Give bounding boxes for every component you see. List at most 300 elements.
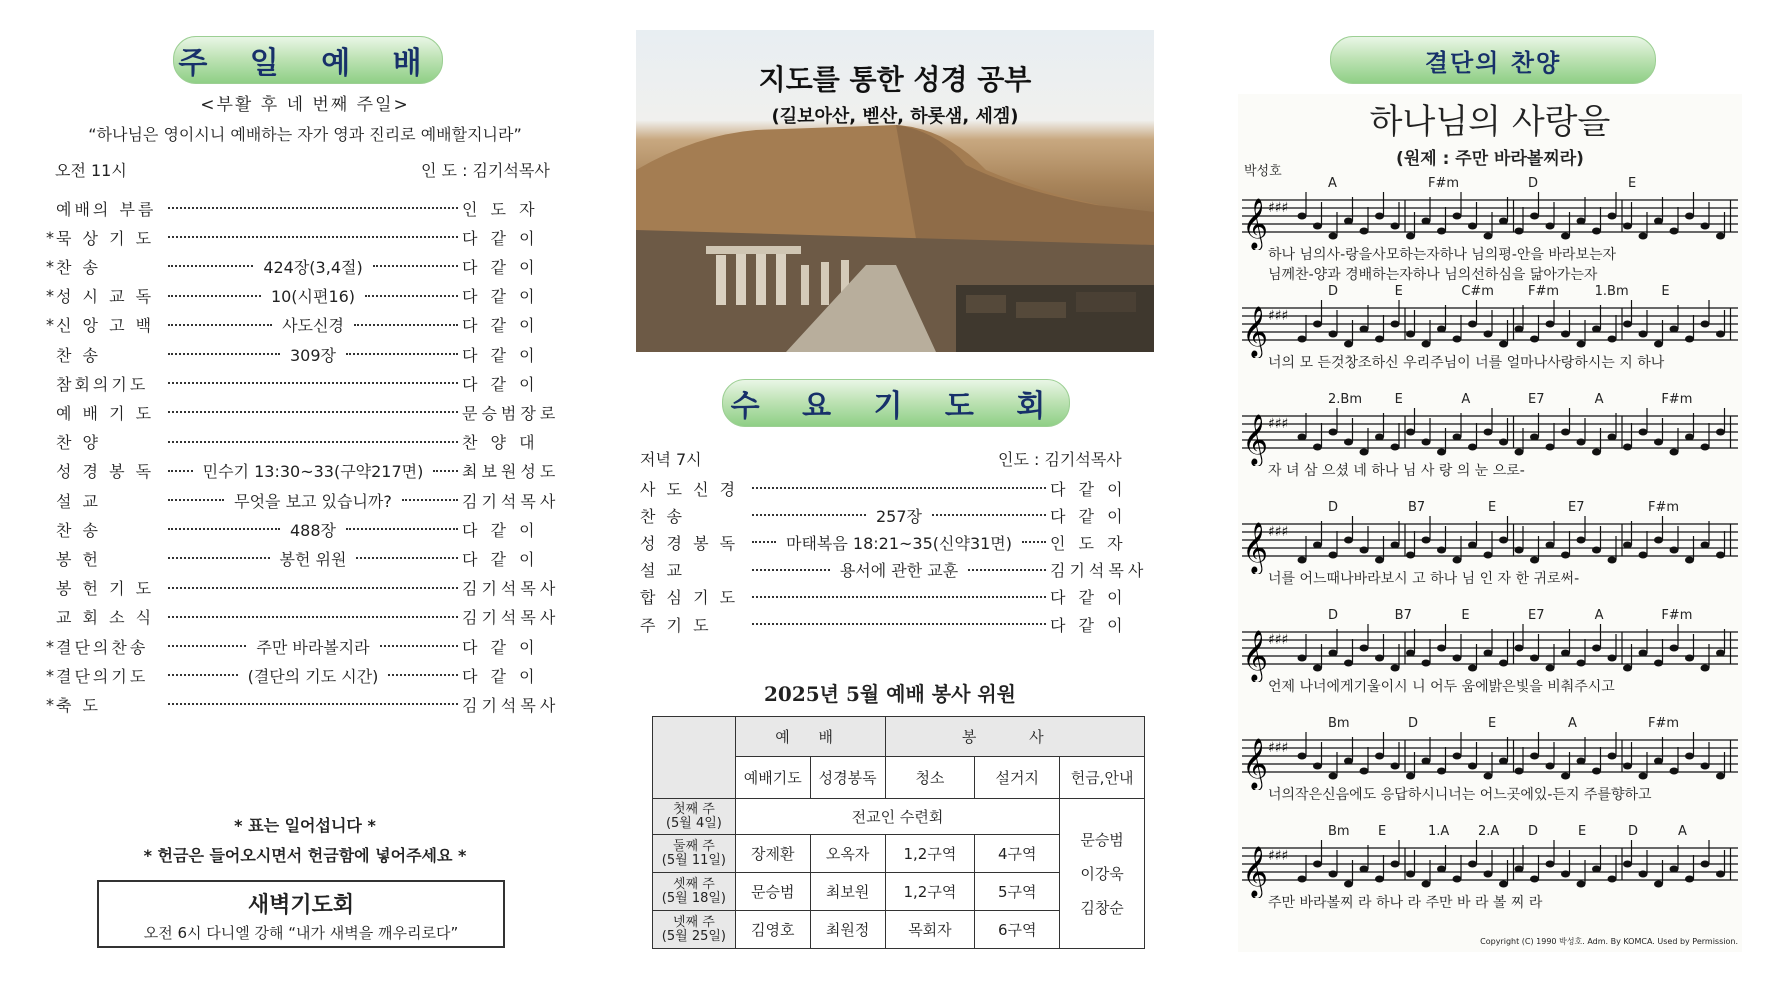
order-dots <box>168 441 458 443</box>
staff <box>1238 514 1742 574</box>
note <box>1546 444 1555 451</box>
chord-symbol: E <box>1394 284 1403 299</box>
chord-symbol: E <box>1461 608 1470 623</box>
order-detail: 488장 <box>290 520 336 540</box>
note <box>1608 213 1617 220</box>
note <box>1344 881 1353 888</box>
note <box>1515 228 1524 235</box>
note <box>1716 331 1725 338</box>
chord-symbol: D <box>1328 284 1339 299</box>
note <box>1670 449 1679 456</box>
note <box>1577 537 1586 544</box>
note <box>1313 861 1322 868</box>
chord-symbol: E <box>1488 500 1497 515</box>
note <box>1716 429 1725 436</box>
note <box>1468 665 1477 672</box>
lyric-line: 주만 바라볼찌 라 하나 라 주만 바 라 볼 찌 라 <box>1268 895 1543 911</box>
order-detail: 봉헌 위원 <box>279 549 347 569</box>
order-row <box>640 583 1154 611</box>
order-row <box>46 252 566 280</box>
treble-clef-icon: 𝄞 <box>1242 198 1269 249</box>
note <box>1406 429 1415 436</box>
order-star: * <box>46 227 54 247</box>
note <box>1360 645 1369 652</box>
order-dots <box>1022 541 1046 543</box>
note <box>1391 321 1400 328</box>
staff <box>1238 838 1742 898</box>
song-title: 하나님의 사랑을 <box>1369 102 1611 142</box>
order-dots <box>168 470 193 472</box>
order-star: * <box>46 315 54 335</box>
order-person: 다 같 이 <box>462 228 539 248</box>
photo-title: 지도를 통한 성경 공부 <box>758 63 1032 96</box>
note <box>1670 326 1679 333</box>
note <box>1654 341 1663 348</box>
note <box>1375 557 1384 564</box>
table-row <box>653 799 1145 835</box>
note <box>1670 866 1679 873</box>
order-label: 결단의기도 <box>56 666 149 686</box>
note <box>1685 213 1694 220</box>
hymn-title: 결단의 찬양 <box>1330 36 1656 84</box>
note <box>1406 773 1415 780</box>
order-dots <box>168 616 458 618</box>
sunday-leader: 인 도 : 김기석목사 <box>421 161 550 180</box>
chord-symbol: C#m <box>1461 284 1494 299</box>
lyric-line: 자 녀 삼 으셨 네 하나 님 사 랑 의 눈 으로- <box>1268 463 1525 479</box>
chord-symbol: B7 <box>1408 500 1426 515</box>
note <box>1670 645 1679 652</box>
chord-symbol: E <box>1578 824 1587 839</box>
order-row <box>46 369 566 397</box>
order-dots <box>168 645 246 647</box>
note <box>1577 881 1586 888</box>
treble-clef-icon: 𝄞 <box>1242 630 1269 681</box>
note <box>1654 218 1663 225</box>
order-dots <box>752 514 866 516</box>
note <box>1592 326 1601 333</box>
note <box>1406 552 1415 559</box>
table-corner <box>653 717 736 799</box>
note <box>1468 444 1477 451</box>
order-person: 다 같 이 <box>462 287 539 307</box>
order-row <box>640 474 1154 502</box>
note <box>1375 753 1384 760</box>
chord-symbol: 2.A <box>1478 824 1500 839</box>
note <box>1329 773 1338 780</box>
note <box>1422 537 1431 544</box>
order-person: 인 도 자 <box>1050 533 1127 553</box>
note <box>1375 213 1384 220</box>
note <box>1701 861 1710 868</box>
treble-clef-icon: 𝄞 <box>1242 522 1269 573</box>
offering-cell: 문승범 이강욱 김창순 <box>1060 799 1145 949</box>
note <box>1685 655 1694 662</box>
note <box>1344 439 1353 446</box>
order-dots <box>752 541 776 543</box>
note <box>1298 557 1307 564</box>
order-dots <box>168 295 261 297</box>
note <box>1608 655 1617 662</box>
note <box>1546 665 1555 672</box>
note <box>1468 542 1477 549</box>
note <box>1406 331 1415 338</box>
note <box>1484 871 1493 878</box>
note <box>1654 758 1663 765</box>
note <box>1546 763 1555 770</box>
order-detail: 민수기 13:30~33(구약217면) <box>202 462 424 482</box>
order-label: 신 앙 고 백 <box>56 316 155 336</box>
sunday-time: 오전 11시 <box>55 161 127 180</box>
note <box>1437 645 1446 652</box>
copyright: Copyright (C) 1990 박성호. Adm. By KOMCA. Used by Permission. <box>1480 937 1738 946</box>
order-dots <box>354 324 458 326</box>
treble-clef-icon: 𝄞 <box>1242 738 1269 789</box>
table-cell: 4구역 <box>975 835 1060 873</box>
note <box>1716 233 1725 240</box>
order-row <box>46 603 566 631</box>
chord-symbol: E <box>1661 284 1670 299</box>
note <box>1360 547 1369 554</box>
note <box>1623 223 1632 230</box>
chord-symbol: D <box>1328 500 1339 515</box>
chord-symbol: E <box>1488 716 1497 731</box>
order-label: 주 기 도 <box>640 615 712 635</box>
order-dots <box>402 499 458 501</box>
order-person: 다 같 이 <box>462 257 539 277</box>
note <box>1468 861 1477 868</box>
note <box>1561 233 1570 240</box>
note <box>1499 341 1508 348</box>
note <box>1298 876 1307 883</box>
note <box>1298 753 1307 760</box>
chord-symbol: D <box>1528 824 1539 839</box>
note <box>1592 449 1601 456</box>
note <box>1670 768 1679 775</box>
order-dots <box>433 470 458 472</box>
order-label: 참회의기도 <box>56 374 149 394</box>
note <box>1344 537 1353 544</box>
note <box>1344 218 1353 225</box>
chord-symbol: A <box>1594 608 1604 623</box>
dawn-prayer-box <box>97 880 505 948</box>
chord-symbol: A <box>1568 716 1577 731</box>
order-label: 봉 헌 기 도 <box>56 579 155 599</box>
note <box>1344 660 1353 667</box>
note <box>1499 218 1508 225</box>
note <box>1453 753 1462 760</box>
note <box>1530 876 1539 883</box>
note <box>1391 861 1400 868</box>
note <box>1453 434 1462 441</box>
note <box>1499 881 1508 888</box>
chord-symbol: Bm <box>1328 716 1350 731</box>
note <box>1530 434 1539 441</box>
sunday-verse: “하나님은 영이시니 예배하는 자가 영과 진리로 예배할지니라” <box>88 125 522 144</box>
order-row <box>46 428 566 456</box>
sunday-subtitle: <부활 후 네 번째 주일> <box>200 95 410 115</box>
note <box>1515 326 1524 333</box>
note <box>1716 552 1725 559</box>
order-person: 다 같 이 <box>1050 506 1127 526</box>
table-cell: 최보원 <box>810 873 885 911</box>
note <box>1437 768 1446 775</box>
group-worship-header: 예 배 <box>735 717 885 757</box>
chord-symbol: A <box>1461 392 1471 407</box>
song-original-title: (원제 : 주만 바라볼찌라) <box>1396 149 1584 169</box>
order-label: 교 회 소 식 <box>56 608 155 628</box>
chord-symbol: F#m <box>1528 284 1560 299</box>
stand-note: * 표는 일어섭니다 * <box>234 816 376 835</box>
order-dots <box>168 528 280 530</box>
order-row <box>46 340 566 368</box>
note <box>1313 763 1322 770</box>
note <box>1375 336 1384 343</box>
lyric-line: 너를 어느때나바라보시 고 하나 님 인 자 한 귀로써- <box>1268 571 1580 587</box>
order-dots <box>168 703 458 705</box>
note <box>1499 439 1508 446</box>
order-detail: 309장 <box>290 345 336 365</box>
order-row <box>640 501 1154 529</box>
note <box>1484 331 1493 338</box>
order-person: 인 도 자 <box>462 199 539 219</box>
order-person: 다 같 이 <box>462 637 539 657</box>
order-detail: 마태복음 18:21~35(신약31면) <box>786 533 1012 553</box>
note <box>1360 326 1369 333</box>
note <box>1375 876 1384 883</box>
note <box>1530 213 1539 220</box>
order-label: 예배의 부름 <box>56 199 157 219</box>
order-person: 다 같 이 <box>1050 615 1127 635</box>
chord-symbol: 2.Bm <box>1328 392 1362 407</box>
note <box>1592 768 1601 775</box>
note <box>1639 429 1648 436</box>
service-roster-table <box>652 716 1145 949</box>
note <box>1329 871 1338 878</box>
note <box>1701 321 1710 328</box>
note <box>1453 557 1462 564</box>
note <box>1716 871 1725 878</box>
table-cell: 오옥자 <box>810 835 885 873</box>
chord-symbol: B7 <box>1394 608 1412 623</box>
note <box>1561 552 1570 559</box>
order-person: 다 같 이 <box>462 345 539 365</box>
order-star: * <box>46 694 54 714</box>
note <box>1685 876 1694 883</box>
note <box>1654 660 1663 667</box>
note <box>1716 773 1725 780</box>
order-label: 합 심 기 도 <box>640 588 739 608</box>
note <box>1654 439 1663 446</box>
note <box>1360 228 1369 235</box>
note <box>1592 228 1601 235</box>
note <box>1453 655 1462 662</box>
note <box>1685 434 1694 441</box>
lyric-line: 너의작은신음에도 응답하시니너는 어느곳에있-든지 주를향하고 <box>1268 787 1652 803</box>
order-label: 사 도 신 경 <box>640 479 739 499</box>
group-service-header: 봉 사 <box>885 717 1144 757</box>
note <box>1484 773 1493 780</box>
note <box>1484 650 1493 657</box>
key-signature-icon: ♯♯♯ <box>1268 848 1289 864</box>
note <box>1546 542 1555 549</box>
order-star: * <box>46 286 54 306</box>
key-signature-icon: ♯♯♯ <box>1268 524 1289 540</box>
note <box>1623 665 1632 672</box>
order-detail: 10(시편16) <box>270 287 356 307</box>
order-dots <box>346 528 458 530</box>
order-person: 김기석목사 <box>1050 561 1148 581</box>
note <box>1422 341 1431 348</box>
order-row <box>46 282 566 310</box>
note <box>1344 758 1353 765</box>
note <box>1453 336 1462 343</box>
table-cell: 1,2구역 <box>885 873 975 911</box>
note <box>1546 861 1555 868</box>
note <box>1716 650 1725 657</box>
week-cell: 둘째 주 (5월 11일) <box>653 835 736 873</box>
note <box>1561 650 1570 657</box>
note <box>1577 758 1586 765</box>
note <box>1515 866 1524 873</box>
note <box>1561 871 1570 878</box>
note <box>1313 223 1322 230</box>
lyric-line: 너의 모 든것창조하신 우리주님이 너를 얼마나사랑하시는 지 하나 <box>1268 355 1665 371</box>
note <box>1515 768 1524 775</box>
note <box>1639 871 1648 878</box>
chord-symbol: D <box>1328 608 1339 623</box>
chord-symbol: F#m <box>1661 608 1693 623</box>
note <box>1515 547 1524 554</box>
note <box>1530 655 1539 662</box>
order-row <box>46 223 566 251</box>
order-dots <box>968 569 1046 571</box>
note <box>1313 321 1322 328</box>
order-person: 다 같 이 <box>1050 588 1127 608</box>
col-header: 청소 <box>885 757 975 799</box>
chord-symbol: D <box>1628 824 1639 839</box>
order-dots <box>168 411 458 413</box>
chord-symbol: 1.Bm <box>1594 284 1629 299</box>
order-dots <box>168 587 458 589</box>
note <box>1530 753 1539 760</box>
note <box>1391 444 1400 451</box>
note <box>1499 758 1508 765</box>
note <box>1654 537 1663 544</box>
note <box>1329 233 1338 240</box>
note <box>1391 763 1400 770</box>
order-label: 예 배 기 도 <box>56 403 155 423</box>
sheet-music <box>1238 94 1742 952</box>
order-dots <box>388 674 458 676</box>
order-row <box>640 528 1154 556</box>
note <box>1344 341 1353 348</box>
order-row <box>640 610 1154 638</box>
chord-symbol: F#m <box>1648 716 1680 731</box>
order-dots <box>365 295 458 297</box>
note <box>1391 223 1400 230</box>
order-dots <box>752 596 1046 598</box>
note <box>1639 650 1648 657</box>
note <box>1654 881 1663 888</box>
note <box>1468 223 1477 230</box>
note <box>1329 650 1338 657</box>
note <box>1608 753 1617 760</box>
order-person: 다 같 이 <box>462 520 539 540</box>
order-row <box>46 632 566 660</box>
note <box>1499 660 1508 667</box>
note <box>1701 763 1710 770</box>
note <box>1623 763 1632 770</box>
order-dots <box>168 324 272 326</box>
note <box>1639 233 1648 240</box>
chord-symbol: E <box>1628 176 1637 191</box>
order-label: 축 도 <box>56 695 101 715</box>
chord-symbol: E7 <box>1528 392 1545 407</box>
note <box>1298 336 1307 343</box>
note <box>1468 763 1477 770</box>
note <box>1313 665 1322 672</box>
note <box>1701 223 1710 230</box>
chord-symbol: A <box>1328 176 1337 191</box>
note <box>1592 645 1601 652</box>
note <box>1608 557 1617 564</box>
note <box>1530 336 1539 343</box>
order-label: 성 시 교 독 <box>56 287 155 307</box>
staves <box>1238 176 1742 936</box>
order-dots <box>346 353 458 355</box>
col-header: 헌금,안내 <box>1060 757 1145 799</box>
wednesday-title: 수 요 기 도 회 <box>722 379 1070 427</box>
note <box>1453 876 1462 883</box>
bible-study-photo <box>636 30 1154 352</box>
note <box>1329 429 1338 436</box>
staff <box>1238 298 1742 358</box>
note <box>1546 223 1555 230</box>
order-label: 찬 양 <box>56 433 101 453</box>
order-row <box>46 574 566 602</box>
order-detail: 257장 <box>876 506 922 526</box>
order-star: * <box>46 256 54 276</box>
order-dots <box>168 674 238 676</box>
order-person: 문승범장로 <box>462 403 560 423</box>
order-label: 찬 송 <box>56 345 101 365</box>
order-row <box>46 457 566 485</box>
note <box>1608 434 1617 441</box>
note <box>1561 331 1570 338</box>
note <box>1391 542 1400 549</box>
order-detail: 주만 바라볼지라 <box>256 637 370 657</box>
note <box>1298 655 1307 662</box>
note <box>1577 341 1586 348</box>
note <box>1375 655 1384 662</box>
retreat-cell: 전교인 수련회 <box>735 799 1059 835</box>
note <box>1561 773 1570 780</box>
order-dots <box>373 265 458 267</box>
order-star: * <box>46 665 54 685</box>
order-dots <box>752 569 830 571</box>
note <box>1623 444 1632 451</box>
order-detail: 424장(3,4절) <box>263 257 363 277</box>
note <box>1422 881 1431 888</box>
order-dots <box>168 353 280 355</box>
key-signature-icon: ♯♯♯ <box>1268 740 1289 756</box>
note <box>1670 547 1679 554</box>
order-label: 봉 헌 <box>56 549 101 569</box>
note <box>1685 753 1694 760</box>
note <box>1437 228 1446 235</box>
order-dots <box>752 623 1046 625</box>
